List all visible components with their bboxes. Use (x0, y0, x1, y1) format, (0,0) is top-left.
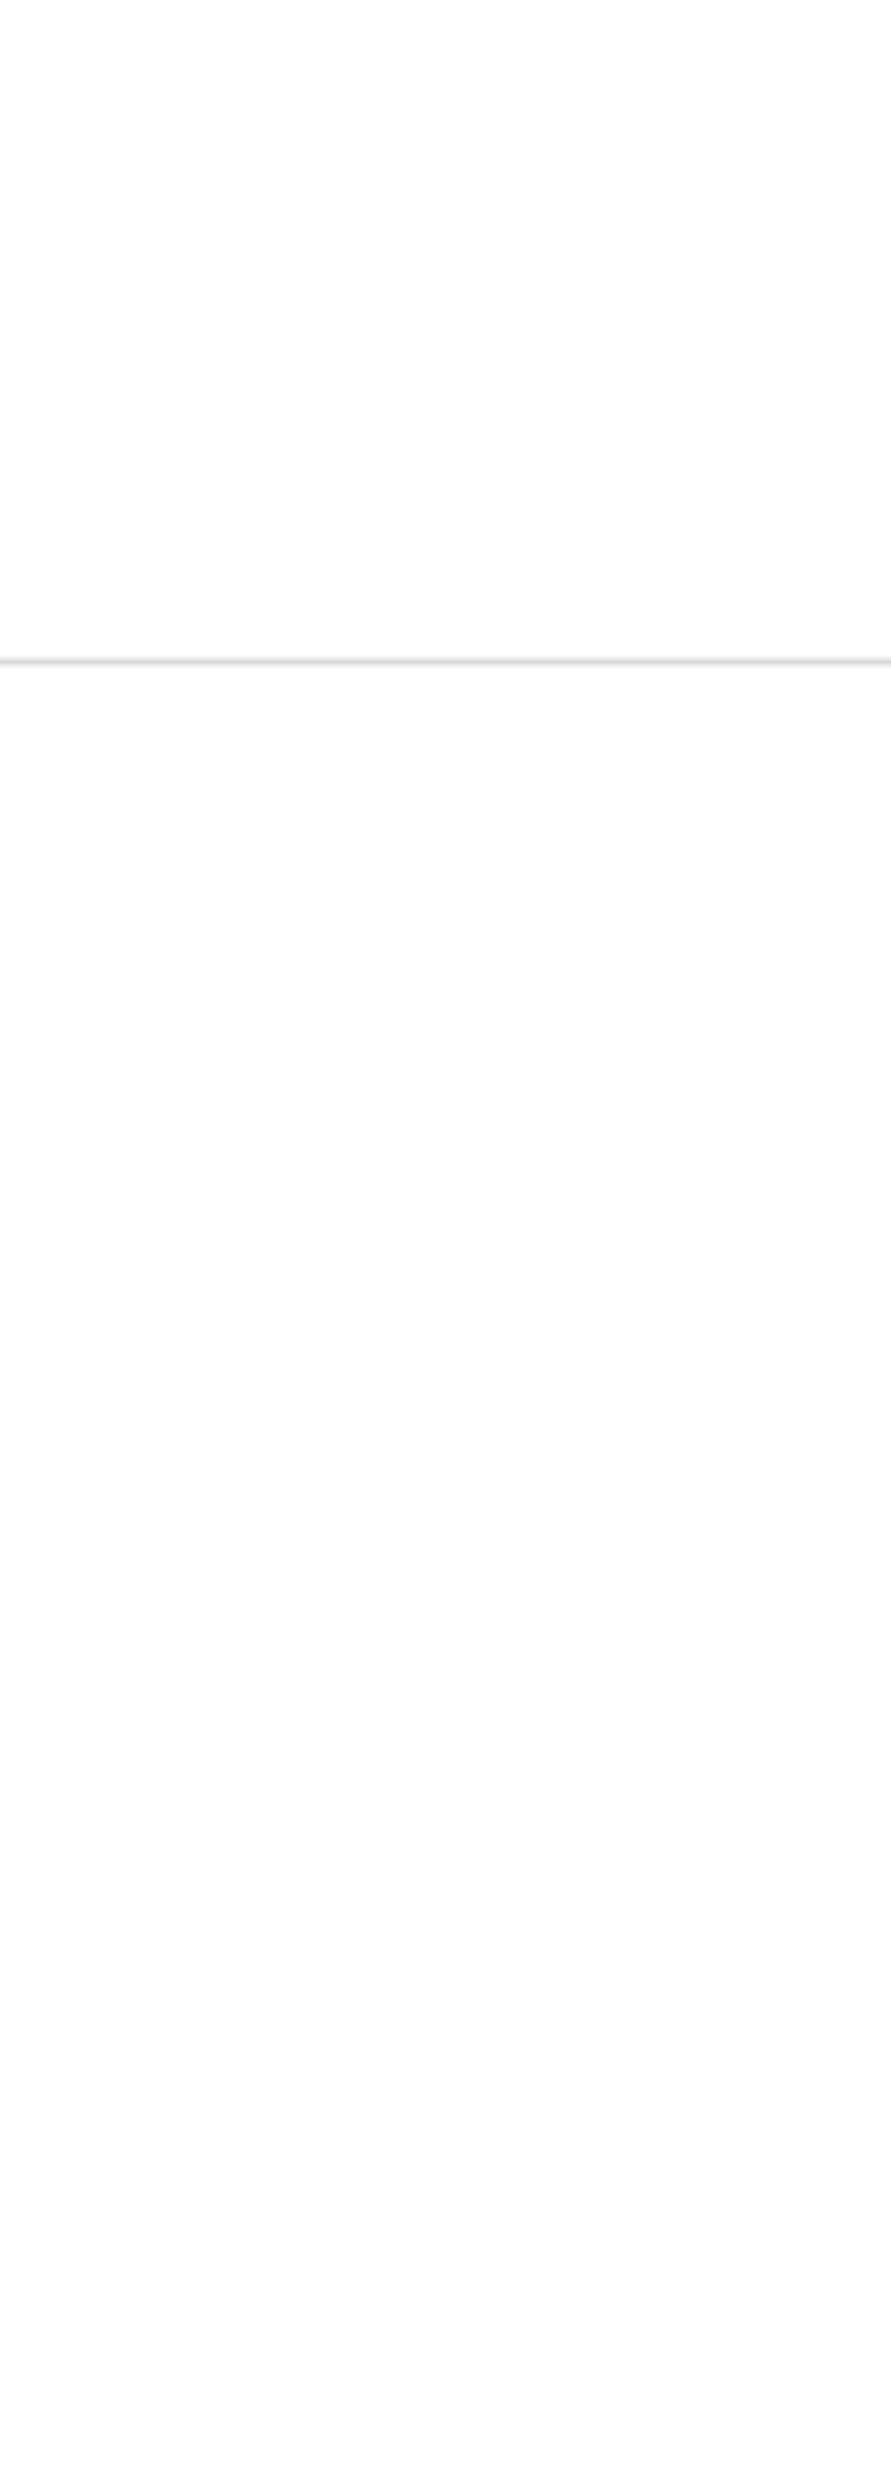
book-gutter (0, 655, 891, 669)
